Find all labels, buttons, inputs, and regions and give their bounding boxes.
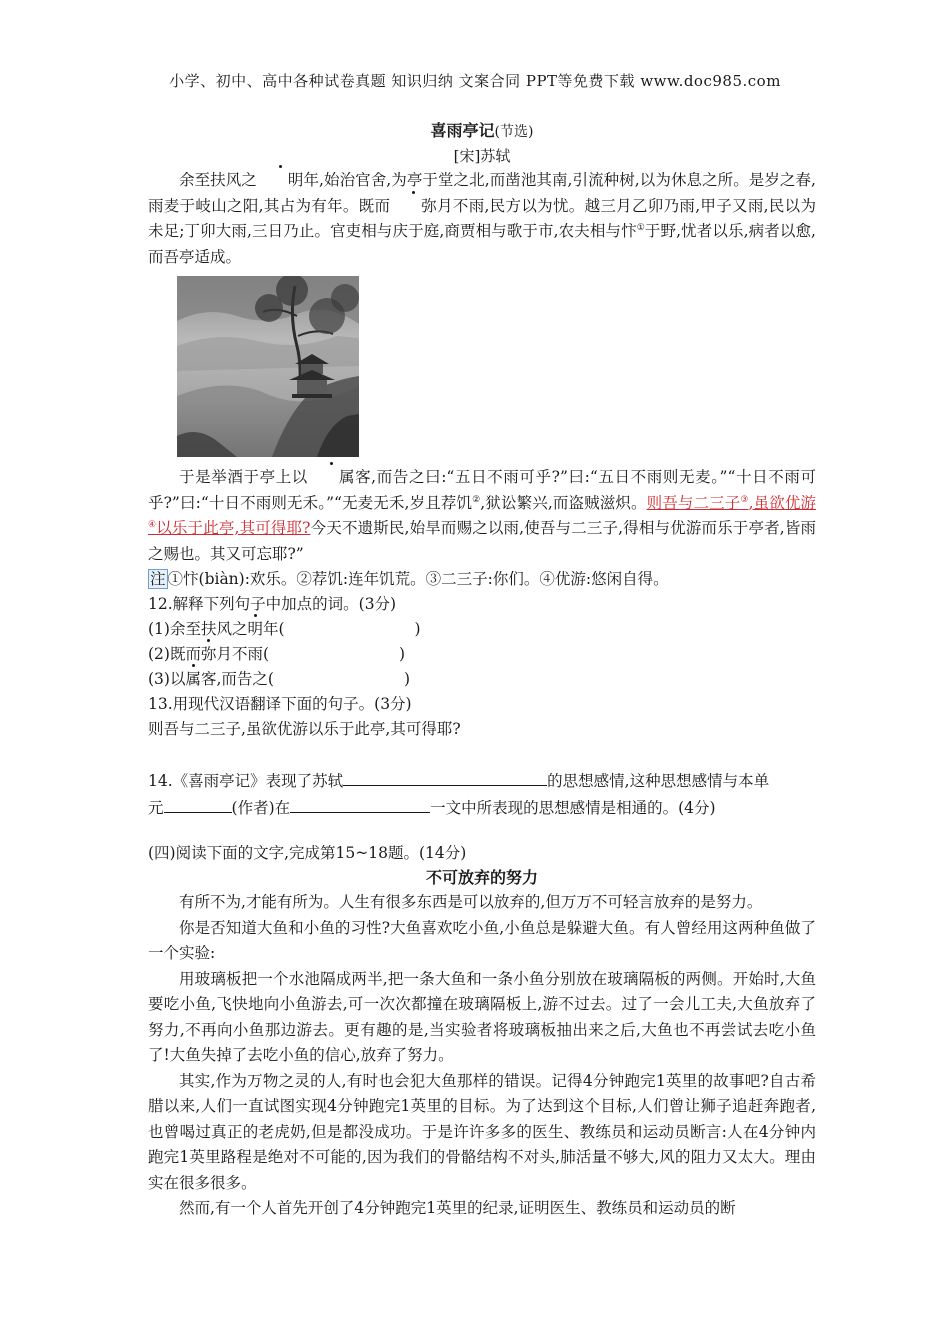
footnote-marker: ① <box>636 222 645 233</box>
essay-paragraph: 其实,作为万物之灵的人,有时也会犯大鱼那样的错误。记得4分钟跑完1英里的故事吧?自古希腊以来,人们一直试图实现4分钟跑完1英里的目标。为了达到这个目标,人们曾让狮子追赶奔跑者,也曾喝过真正的老虎奶,但是都没成功。于是许许多多的医生、教练员和运动员断言:人在4分钟内跑完1英里路程是绝对不可能的,因为我们的骨骼结构不对头,肺活量不够大,风的阻力又太大。理由实在很多很多。 <box>148 1071 816 1192</box>
page-header: 小学、初中、高中各种试卷真题 知识归纳 文案合同 PPT等免费下载 www.doc985.com <box>169 72 781 90</box>
poem-paragraph-2: 于是举酒于亭上以 属客,而告之曰:“五日不雨可乎?”曰:“五日不雨则无麦。”“十日不雨可乎?”曰:“十日不雨则无禾。”“无麦无禾,岁且荐饥②,狱讼繁兴,而盗贼滋炽。则吾与二三子③,虽欲优游④以乐于此亭,其可得耶?今天不遗斯民,始旱而赐之以雨,使吾与二三子,得相与优游而乐于亭者,皆雨之赐也。其又可忘耶?” <box>148 465 816 567</box>
answer-blank[interactable] <box>164 794 232 813</box>
essay-paragraph: 然而,有一个人首先开创了4分钟跑完1英里的纪录,证明医生、教练员和运动员的断 <box>179 1199 736 1217</box>
essay-paragraph: 你是否知道大鱼和小鱼的习性?大鱼喜欢吃小鱼,小鱼总是躲避大鱼。有人曾经用这两种鱼做了一个实验: <box>148 918 816 962</box>
question-14-cont: 元 (作者)在 一文中所表现的思想感情是相通的。(4分) <box>148 794 816 821</box>
poem-author: [宋]苏轼 <box>453 147 511 165</box>
question-12: 12.解释下列句子中加点的词。(3分) <box>148 595 397 613</box>
essay-paragraph: 用玻璃板把一个水池隔成两半,把一条大鱼和一条小鱼分别放在玻璃隔板的两侧。开始时,大鱼要吃小鱼,飞快地向小鱼游去,可一次次都撞在玻璃隔板上,游不过去。过了一会儿工夫,大鱼放弃了努力,不再向小鱼那边游去。更有趣的是,当实验者将玻璃板抽出来之后,大鱼也不再尝试去吃小鱼了!大鱼失掉了去吃小鱼的信心,放弃了努力。 <box>148 969 816 1064</box>
essay-title: 不可放弃的努力 <box>425 868 538 887</box>
dotted-char: 弥 <box>390 194 437 220</box>
note-label: 注 <box>150 570 166 588</box>
answer-blank[interactable] <box>290 794 430 813</box>
poem-notes <box>148 567 816 592</box>
page-content <box>148 118 816 1222</box>
landscape-painting-image <box>177 276 359 457</box>
note-text: ①忭(biàn):欢乐。②荐饥:连年饥荒。③二三子:你们。④优游:悠闲自得。 <box>167 570 669 588</box>
footnote-marker: ② <box>472 494 481 505</box>
highlighted-sentence: 则吾与二三子③,虽欲优游④以乐于此亭,其可得耶? <box>148 493 816 537</box>
question-13: 13.用现代汉语翻译下面的句子。(3分) <box>148 695 412 713</box>
question-12-item-2: (2)既而弥月不雨( ) <box>148 642 816 667</box>
question-12-item-3: (3)以属客,而告之( ) <box>148 667 816 692</box>
question-12-item-1: (1)余至扶风之明年( ) <box>148 617 816 642</box>
poem-title <box>148 118 816 144</box>
section-4-heading: (四)阅读下面的文字,完成第15~18题。(14分) <box>148 844 467 862</box>
dotted-char: 属 <box>308 465 355 491</box>
dotted-char: 明 <box>257 168 304 194</box>
question-13-sentence: 则吾与二三子,虽欲优游以乐于此亭,其可得耶? <box>148 720 461 738</box>
poem-paragraph-1: 余至扶风之 明年,始治官舍,为亭于堂之北,而凿池其南,引流种树,以为休息之所。是岁之春,雨麦于岐山之阳,其占为有年。既而 弥月不雨,民方以为忧。越三月乙卯乃雨,甲子又雨,民以为未足;丁卯大雨,三日乃止。官吏相与庆于庭,商贾相与歌于市,农夫相与忭①于野,忧者以乐,病者以愈,而吾亭适成。 <box>148 168 816 270</box>
answer-blank[interactable] <box>343 767 547 786</box>
poem-title-sub: (节选) <box>494 124 534 140</box>
poem-title-text: 喜雨亭记 <box>430 121 495 140</box>
question-14: 14.《喜雨亭记》表现了苏轼 的思想感情,这种思想感情与本单 <box>148 767 816 794</box>
essay-paragraph: 有所不为,才能有所为。人生有很多东西是可以放弃的,但万万不可轻言放弃的是努力。 <box>179 893 763 911</box>
